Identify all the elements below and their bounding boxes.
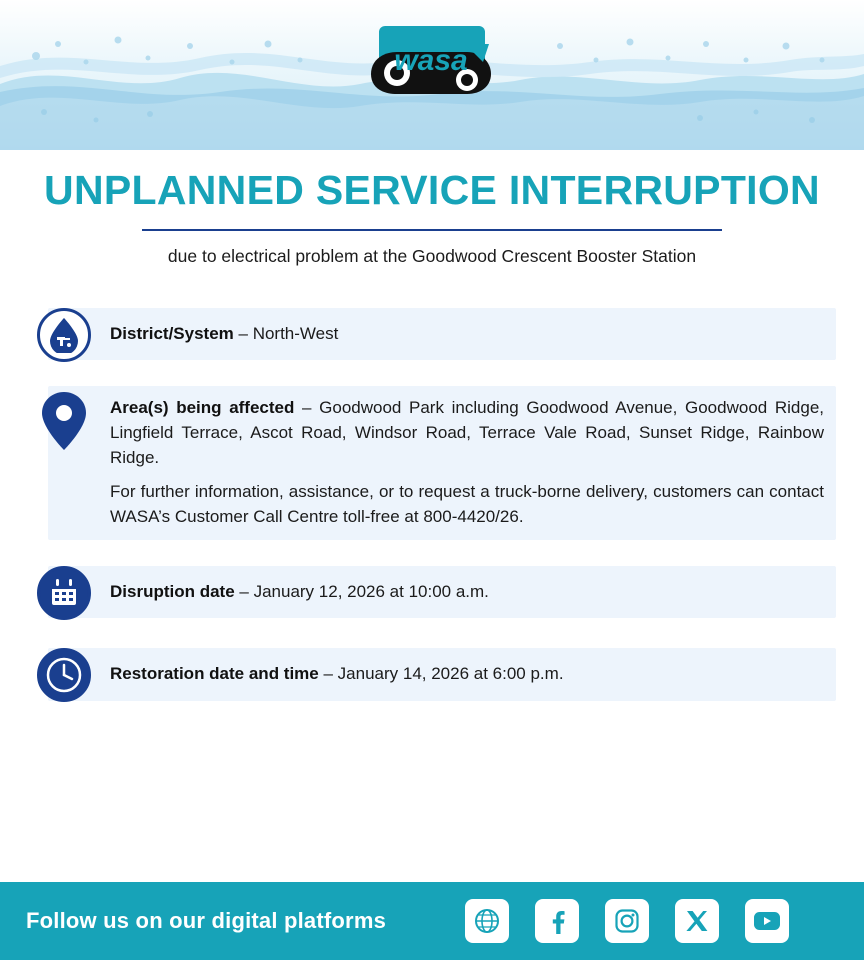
info-row-restoration-date	[18, 644, 846, 705]
restoration-date-dash: –	[318, 664, 338, 684]
x-twitter-icon[interactable]	[675, 899, 719, 943]
district-value: North-West	[252, 323, 339, 343]
website-icon[interactable]	[465, 899, 509, 943]
restoration-date-text	[110, 644, 846, 705]
affected-areas-dash: –	[294, 398, 320, 418]
disruption-date-label: Disruption date	[110, 581, 235, 601]
water-drop-tap-icon	[37, 308, 91, 362]
facebook-glyph	[544, 908, 570, 934]
social-links	[386, 899, 838, 943]
instagram-glyph	[614, 908, 640, 934]
info-row-affected-areas	[18, 386, 846, 539]
district-text	[110, 304, 846, 365]
globe-glyph	[474, 908, 500, 934]
affected-areas-text	[110, 386, 846, 539]
wasa-logo-text: wasa	[394, 44, 468, 77]
title-block	[0, 150, 864, 268]
disruption-date-dash: –	[234, 581, 254, 601]
footer-text: Follow us on our digital platforms	[26, 908, 387, 933]
icon-cell	[18, 562, 110, 620]
calendar-glyph	[48, 577, 80, 609]
page-subtitle: due to electrical problem at the Goodwood Crescent Booster Station	[167, 246, 697, 267]
disruption-date-text	[110, 562, 846, 623]
affected-areas-label: Area(s) being affected	[110, 398, 295, 418]
x-glyph	[685, 909, 709, 933]
clock-icon	[37, 648, 91, 702]
affected-areas-note: For further information, assistance, or to request a truck-borne delivery, customers can contact WASA’s Customer Call Centre toll-free at 800-4420/26.	[110, 482, 824, 527]
district-dash: –	[233, 323, 253, 343]
map-pin-icon	[38, 390, 90, 452]
youtube-glyph	[753, 910, 781, 932]
info-row-district	[18, 304, 846, 365]
instagram-icon[interactable]	[605, 899, 649, 943]
header-banner	[0, 0, 864, 150]
clock-glyph	[44, 655, 84, 695]
footer-bar	[0, 882, 864, 960]
wasa-logo	[357, 22, 507, 100]
title-divider	[142, 229, 722, 231]
icon-cell	[18, 386, 110, 452]
calendar-icon	[37, 566, 91, 620]
water-drop-tap-glyph	[47, 317, 81, 353]
page-title: UNPLANNED SERVICE INTERRUPTION	[44, 167, 820, 213]
info-row-disruption-date	[18, 562, 846, 623]
wasa-logo-svg	[357, 22, 507, 100]
icon-cell	[18, 644, 110, 702]
youtube-icon[interactable]	[745, 899, 789, 943]
restoration-date-value: January 14, 2026 at 6:00 p.m.	[337, 664, 564, 684]
affected-areas-value: Goodwood Park including Goodwood Avenue, Goodwood Ridge, Lingfield Terrace, Ascot Road, Windsor Road, Terrace Vale Road, Sunset Ridge, Rainbow Ridge.	[110, 398, 825, 467]
icon-cell	[18, 304, 110, 362]
content-area	[0, 268, 864, 882]
restoration-date-label: Restoration date and time	[110, 664, 319, 684]
disruption-date-value: January 12, 2026 at 10:00 a.m.	[253, 581, 489, 601]
district-label: District/System	[110, 323, 234, 343]
facebook-icon[interactable]	[535, 899, 579, 943]
